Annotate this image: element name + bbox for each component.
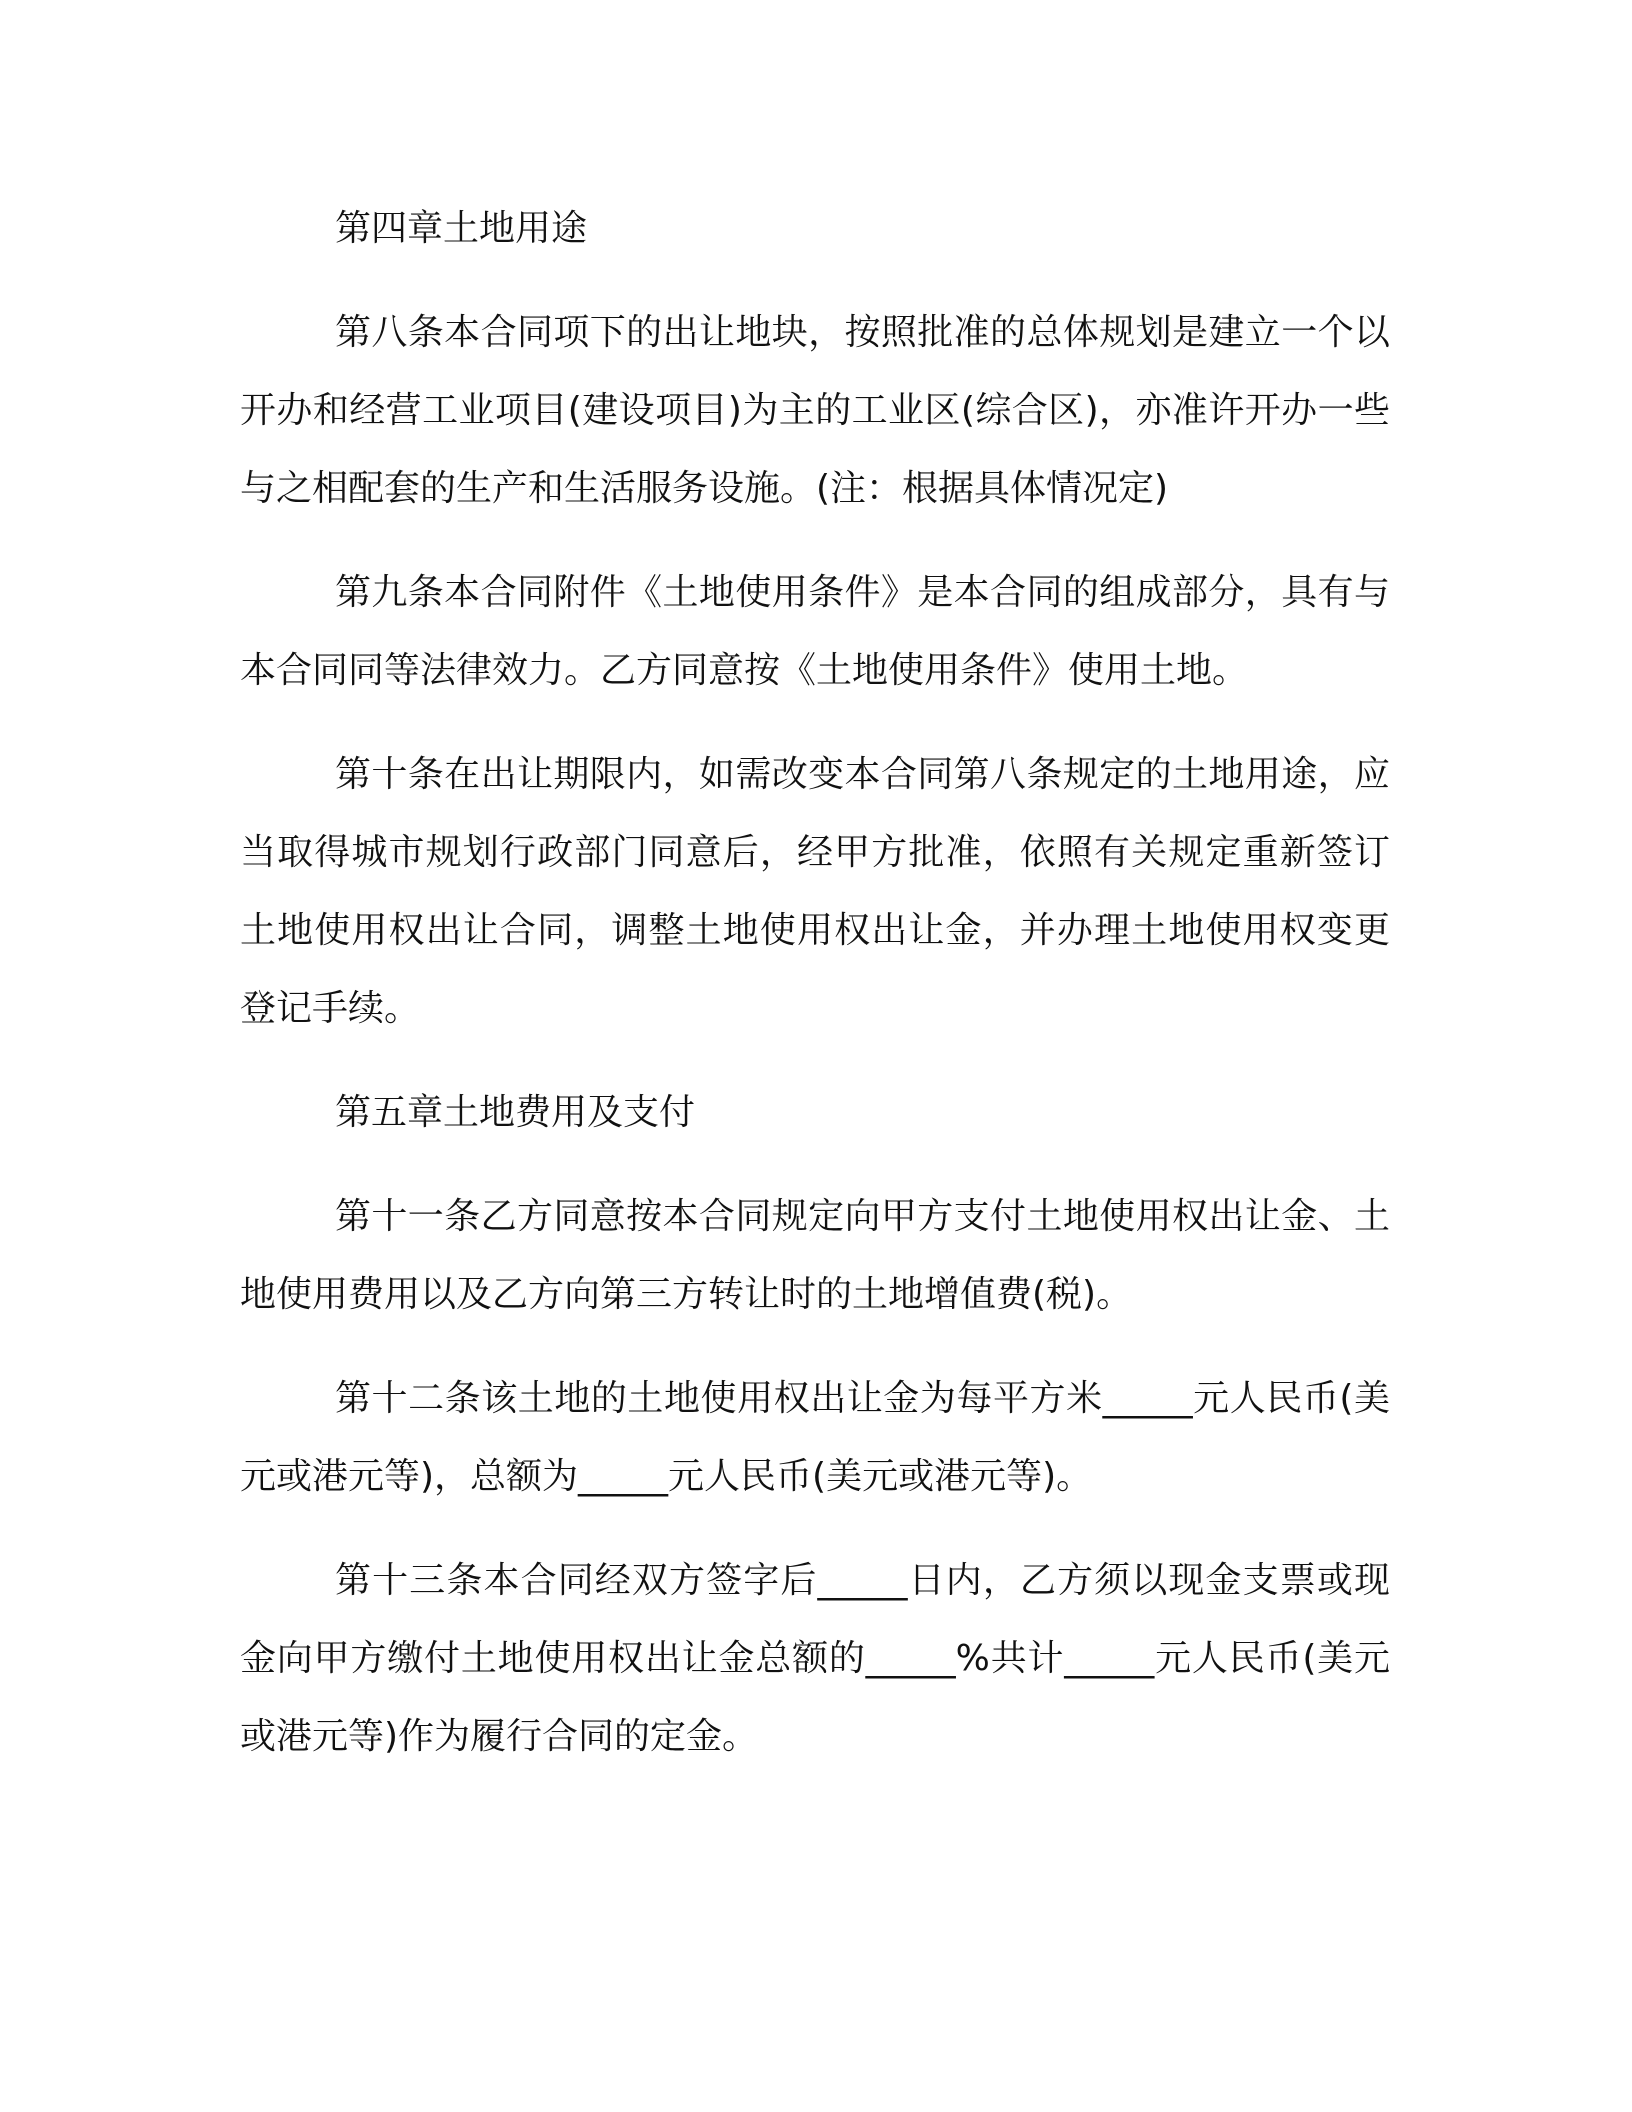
article-13: 第十三条本合同经双方签字后_____日内，乙方须以现金支票或现金向甲方缴付土地使用权出让金总额的_____%共计_____元人民币(美元或港元等)作为履行合同的定金。 — [240, 1560, 1390, 1757]
article-9: 第九条本合同附件《土地使用条件》是本合同的组成部分，具有与本合同同等法律效力。乙方同意按《土地使用条件》使用土地。 — [240, 572, 1390, 691]
article-8: 第八条本合同项下的出让地块，按照批准的总体规划是建立一个以开办和经营工业项目(建设项目)为主的工业区(综合区)，亦准许开办一些与之相配套的生产和生活服务设施。(注：根据具体情况定) — [240, 312, 1390, 509]
chapter-5-heading: 第五章土地费用及支付 — [335, 1092, 696, 1133]
article-11: 第十一条乙方同意按本合同规定向甲方支付土地使用权出让金、土地使用费用以及乙方向第三方转让时的土地增值费(税)。 — [240, 1196, 1390, 1315]
article-10: 第十条在出让期限内，如需改变本合同第八条规定的土地用途，应当取得城市规划行政部门同意后，经甲方批准，依照有关规定重新签订土地使用权出让合同，调整土地使用权出让金，并办理土地使用权变更登记手续。 — [240, 754, 1390, 1029]
article-12: 第十二条该土地的土地使用权出让金为每平方米_____元人民币(美元或港元等)，总额为_____元人民币(美元或港元等)。 — [240, 1378, 1390, 1497]
document-page — [240, 190, 1390, 1802]
chapter-4-heading: 第四章土地用途 — [335, 208, 588, 249]
